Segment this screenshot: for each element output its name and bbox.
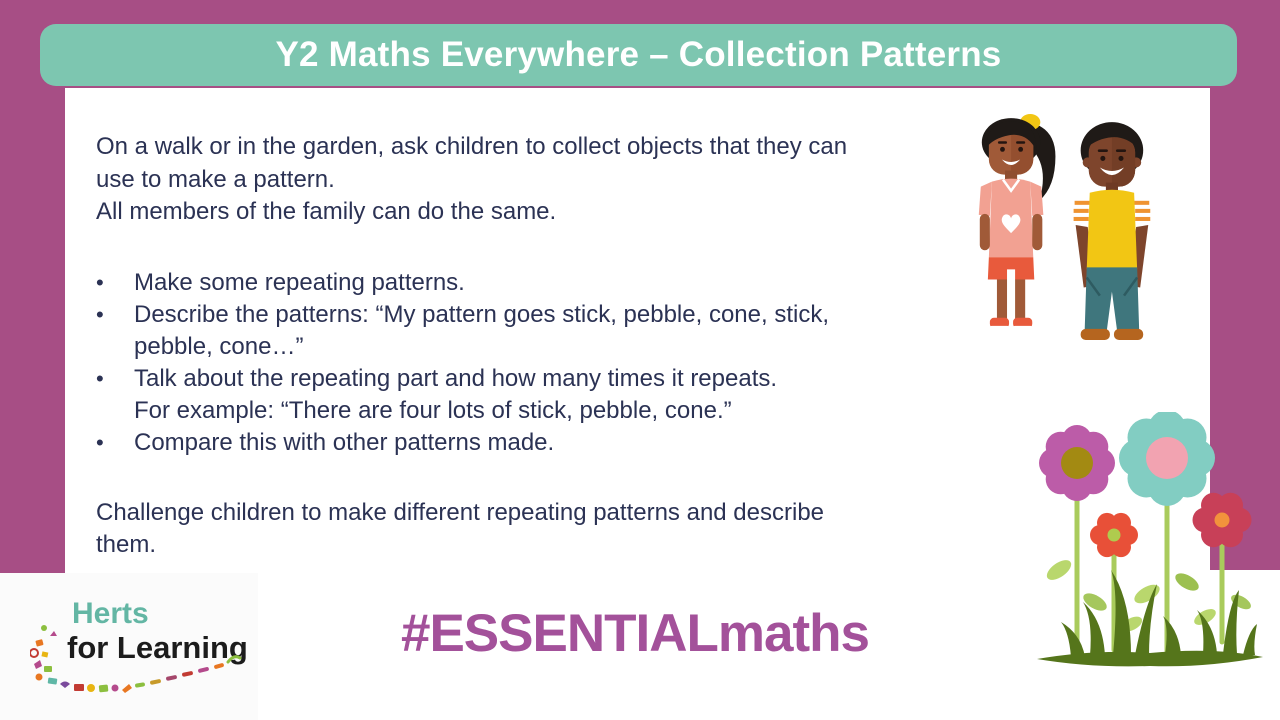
list-item — [96, 427, 976, 459]
list-item-continuation — [96, 395, 976, 427]
slide-title: Y2 Maths Everywhere – Collection Patterns — [275, 35, 1002, 74]
bullet-marker: • — [96, 430, 104, 455]
bullet-text: pebble, cone…” — [134, 333, 304, 360]
list-item — [96, 267, 976, 299]
essentialmaths-hashtag: #ESSENTIALmaths — [400, 604, 869, 663]
intro-line: On a walk or in the garden, ask children to collect objects that they can — [96, 133, 848, 160]
list-item-continuation — [96, 331, 976, 363]
herts-logo-text: for Learning — [67, 630, 248, 665]
challenge-line: Challenge children to make different repeating patterns and describe — [96, 499, 825, 526]
purple-flower — [1039, 425, 1115, 501]
list-item — [96, 363, 976, 395]
girl-figure — [979, 114, 1056, 330]
teal-flower — [1119, 412, 1215, 506]
challenge-line: them. — [96, 531, 157, 558]
intro-paragraph — [96, 131, 966, 229]
intro-line: All members of the family can do the same. — [96, 198, 557, 225]
grass — [1037, 570, 1263, 666]
bullet-text: Describe the patterns: “My pattern goes stick, pebble, cone, stick, — [134, 301, 829, 328]
bullet-text: For example: “There are four lots of stick, pebble, cone.” — [134, 397, 732, 424]
bullet-marker: • — [96, 302, 104, 327]
bullet-list — [96, 267, 976, 459]
bullet-text: Talk about the repeating part and how many times it repeats. — [134, 365, 778, 392]
bullet-marker: • — [96, 366, 104, 391]
title-banner — [40, 24, 1237, 86]
herts-logo-swoosh-icon — [30, 622, 255, 697]
boy-figure — [1074, 122, 1151, 340]
red-flower — [1090, 513, 1138, 557]
bullet-marker: • — [96, 270, 104, 295]
intro-line: use to make a pattern. — [96, 165, 335, 193]
children-illustration — [958, 108, 1166, 340]
crimson-flower — [1193, 493, 1252, 547]
flowers-illustration — [1035, 412, 1265, 712]
list-item — [96, 299, 976, 331]
challenge-paragraph — [96, 497, 966, 561]
bullet-text: Compare this with other patterns made. — [134, 429, 555, 456]
herts-logo-text: Herts — [72, 597, 149, 630]
bullet-text: Make some repeating patterns. — [134, 269, 465, 296]
